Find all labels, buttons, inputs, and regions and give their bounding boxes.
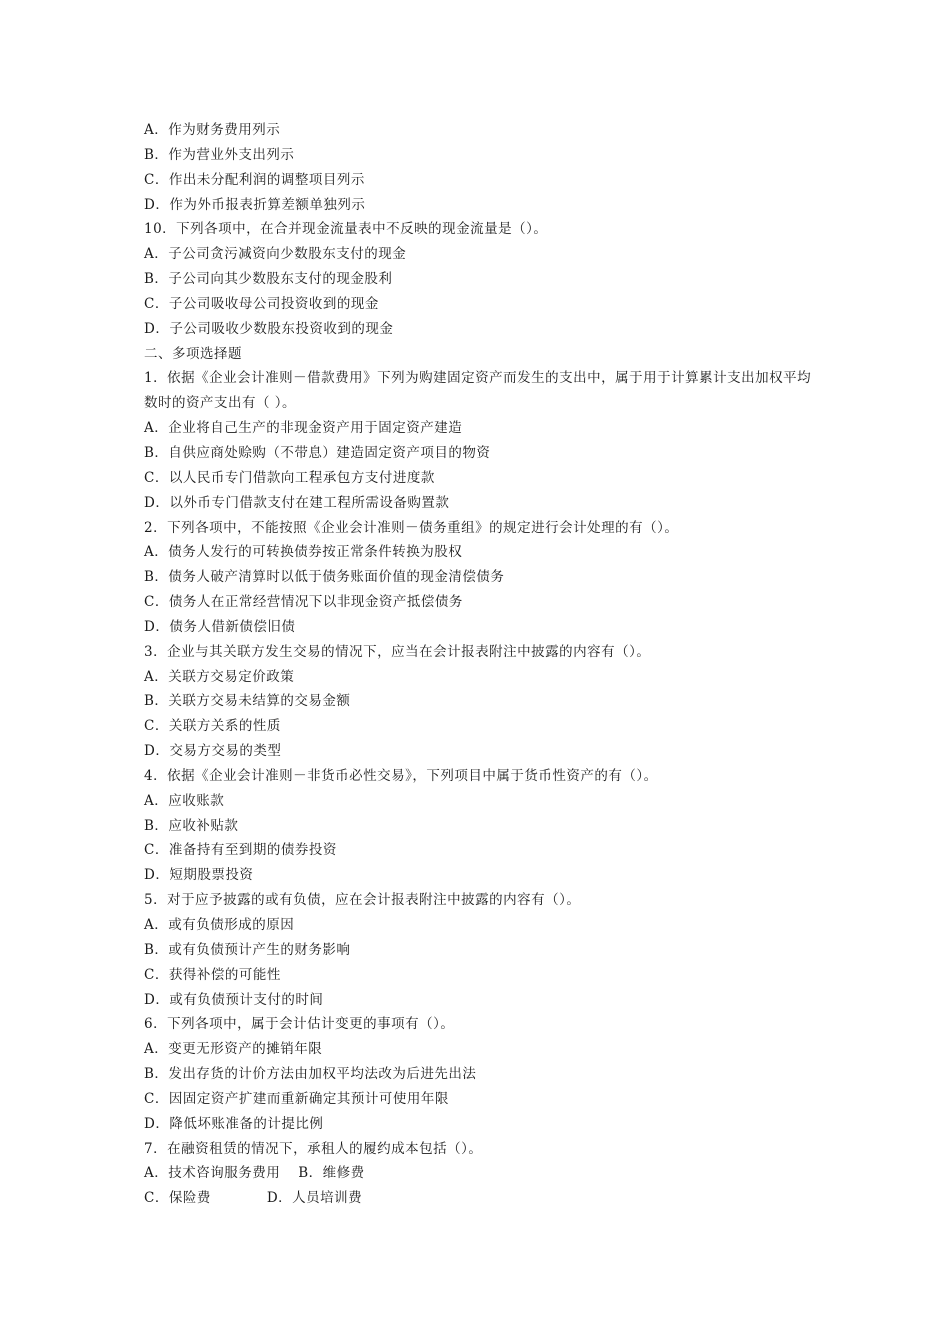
option-row <box>144 1161 824 1186</box>
option-line: D．债务人借新债偿旧债 <box>144 618 296 635</box>
option-line: A．企业将自己生产的非现金资产用于固定资产建造 <box>144 420 463 437</box>
option-line: C．作出未分配利润的调整项目列示 <box>144 171 365 188</box>
option-line: A．作为财务费用列示 <box>144 122 281 138</box>
option-line: D．交易方交易的类型 <box>144 743 282 760</box>
option-line: C．债务人在正常经营情况下以非现金资产抵偿债务 <box>144 594 463 611</box>
option-line: C．准备持有至到期的债券投资 <box>144 842 337 859</box>
option-line: C．以人民币专门借款向工程承包方支付进度款 <box>144 469 435 486</box>
question-line: 10．下列各项中，在合并现金流量表中不反映的现金流量是（）。 <box>144 221 548 238</box>
option-line: C．获得补偿的可能性 <box>144 966 281 983</box>
option-line: D．作为外币报表折算差额单独列示 <box>144 196 366 213</box>
question-line: 2．下列各项中，不能按照《企业会计准则－债务重组》的规定进行会计处理的有（）。 <box>144 519 679 536</box>
question-line: 1．依据《企业会计准则－借款费用》下列为购建固定资产而发生的支出中，属于用于计算累计支出加权平均数时的资产支出有（ ）。 <box>144 370 812 412</box>
option-line: D．以外币专门借款支付在建工程所需设备购置款 <box>144 494 450 511</box>
document-body <box>144 118 824 1211</box>
option-line: B．关联方交易未结算的交易金额 <box>144 693 351 710</box>
question-line: 3．企业与其关联方发生交易的情况下，应当在会计报表附注中披露的内容有（）。 <box>144 643 651 660</box>
option-line: B．自供应商处赊购（不带息）建造固定资产项目的物资 <box>144 444 491 461</box>
option-c: C．保险费 <box>144 1190 211 1207</box>
option-d: D．人员培训费 <box>266 1190 363 1207</box>
option-line: A．变更无形资产的摊销年限 <box>144 1041 323 1058</box>
question-line: 5．对于应予披露的或有负债，应在会计报表附注中披露的内容有（）。 <box>144 892 581 909</box>
option-line: D．或有负债预计支付的时间 <box>144 991 324 1008</box>
option-line: B．作为营业外支出列示 <box>144 146 295 163</box>
option-line: C．关联方关系的性质 <box>144 718 281 735</box>
option-line: C．因固定资产扩建而重新确定其预计可使用年限 <box>144 1090 449 1107</box>
option-line: B．债务人破产清算时以低于债务账面价值的现金清偿债务 <box>144 569 505 586</box>
option-line: A．或有负债形成的原因 <box>144 917 295 933</box>
option-line: B．发出存货的计价方法由加权平均法改为后进先出法 <box>144 1066 477 1083</box>
option-line: D．子公司吸收少数股东投资收到的现金 <box>144 320 394 337</box>
section-heading: 二、多项选择题 <box>144 345 242 362</box>
option-line: A．子公司贪污减资向少数股东支付的现金 <box>144 246 407 263</box>
option-line: D．降低坏账准备的计提比例 <box>144 1115 324 1132</box>
option-line: C．子公司吸收母公司投资收到的现金 <box>144 295 379 312</box>
option-line: A．关联方交易定价政策 <box>144 668 295 685</box>
option-a: A．技术咨询服务费用 <box>144 1165 281 1182</box>
option-line: D．短期股票投资 <box>144 867 254 884</box>
option-line: B．应收补贴款 <box>144 817 239 834</box>
option-line: A．债务人发行的可转换债券按正常条件转换为股权 <box>144 544 463 561</box>
option-line: B．或有负债预计产生的财务影响 <box>144 941 351 958</box>
option-row <box>144 1186 824 1211</box>
question-line: 7．在融资租赁的情况下，承租人的履约成本包括（）。 <box>144 1140 483 1157</box>
option-b: B．维修费 <box>298 1165 365 1182</box>
question-line: 6．下列各项中，属于会计估计变更的事项有（）。 <box>144 1016 455 1033</box>
option-line: B．子公司向其少数股东支付的现金股利 <box>144 271 393 288</box>
question-line: 4．依据《企业会计准则－非货币必性交易》，下列项目中属于货币性资产的有（）。 <box>144 767 658 784</box>
option-line: A．应收账款 <box>144 792 225 809</box>
